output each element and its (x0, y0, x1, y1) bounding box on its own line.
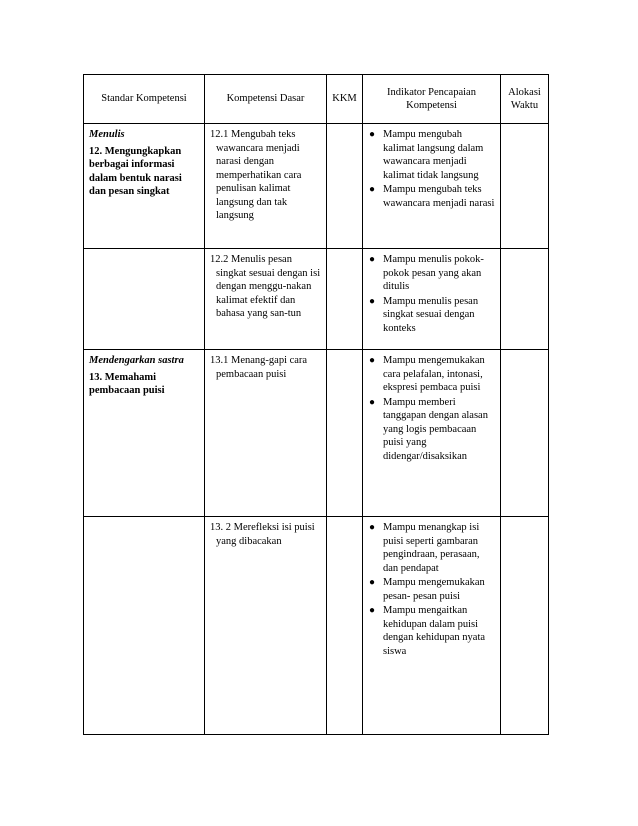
list-item (367, 396, 496, 464)
indikator-cell (363, 350, 501, 517)
bullet-icon: ● (369, 396, 376, 408)
alokasi-cell (501, 517, 549, 735)
header-indikator: Indikator Pencapaian Kompetensi (363, 75, 501, 124)
indicator-text: Mampu mengaitkan kehidupan dalam puisi dengan kehidupan nyata siswa (383, 605, 486, 657)
list-item (367, 576, 496, 603)
alokasi-cell (501, 249, 549, 350)
indicator-text: Mampu menangkap isi puisi seperti gambaran pengindraan, perasaan, dan pendapat (383, 522, 480, 574)
indicator-text: Mampu menulis pokok-pokok pesan yang akan ditulis (383, 254, 484, 292)
kd-text: 13. 2 Merefleksi isi puisi yang dibacakan (210, 522, 315, 547)
bullet-icon: ● (369, 605, 376, 616)
indikator-cell (363, 517, 501, 735)
bullet-icon: ● (369, 522, 376, 533)
list-item (367, 183, 496, 210)
list-item (367, 253, 496, 294)
aspect-label: Mendengarkan sastra (89, 355, 184, 366)
list-item (367, 295, 496, 336)
header-standar-kompetensi: Standar Kompetensi (84, 75, 205, 124)
list-item (367, 354, 496, 395)
indicator-text: Mampu memberi tanggapan dengan alasan yang logis pembacaan puisi yang didengar/disaksikan (383, 396, 488, 462)
bullet-icon: ● (369, 184, 376, 195)
table-row (84, 350, 549, 517)
kkm-cell (327, 350, 363, 517)
kd-text: 12.1 Mengubah teks wawancara menjadi narasi dengan memperhatikan cara penulisan kalimat langsung dan tak langsung (210, 129, 302, 221)
header-kompetensi-dasar: Kompetensi Dasar (205, 75, 327, 124)
kkm-cell (327, 249, 363, 350)
standar-cell (84, 249, 205, 350)
indikator-cell (363, 249, 501, 350)
kompetensi-dasar-cell (205, 124, 327, 249)
kompetensi-dasar-cell (205, 517, 327, 735)
indicator-text: Mampu mengemukakan cara pelafalan, intonasi, ekspresi pembaca puisi (383, 355, 485, 393)
bullet-icon: ● (369, 355, 376, 366)
aspect-label: Menulis (89, 129, 125, 140)
bullet-icon: ● (369, 577, 376, 588)
table-row (84, 517, 549, 735)
kompetensi-dasar-cell (205, 350, 327, 517)
kd-text: 12.2 Menulis pesan singkat sesuai dengan isi dengan menggu-nakan kalimat efektif dan bahasa yang san-tun (210, 254, 321, 319)
indicator-text: Mampu mengemukakan pesan- pesan puisi (383, 577, 485, 602)
indicator-text: Mampu mengubah kalimat langsung dalam wawancara menjadi kalimat tidak langsung (383, 129, 484, 181)
list-item (367, 128, 496, 182)
table-row (84, 249, 549, 350)
bullet-icon: ● (369, 129, 376, 140)
bullet-icon: ● (369, 254, 376, 265)
standar-cell (84, 517, 205, 735)
kkm-cell (327, 517, 363, 735)
standar-text: 13. Memahami pembacaan puisi (89, 371, 165, 396)
bullet-icon: ● (369, 295, 376, 307)
header-alokasi-waktu: Alokasi Waktu (501, 75, 549, 124)
list-item (367, 604, 496, 658)
list-item (367, 521, 496, 575)
standar-text: 12. Mengungkapkan berbagai informasi dalam bentuk narasi dan pesan singkat (89, 145, 182, 197)
table-row (84, 124, 549, 249)
standar-cell (84, 350, 205, 517)
kkm-cell (327, 124, 363, 249)
kd-text: 13.1 Menang-gapi cara pembacaan puisi (210, 355, 308, 380)
indikator-cell (363, 124, 501, 249)
alokasi-cell (501, 350, 549, 517)
kompetensi-dasar-cell (205, 249, 327, 350)
header-row (84, 75, 549, 124)
indicator-text: Mampu menulis pesan singkat sesuai dengan konteks (383, 295, 479, 334)
competency-table (83, 74, 549, 735)
header-kkm: KKM (327, 75, 363, 124)
indicator-text: Mampu mengubah teks wawancara menjadi narasi (383, 184, 495, 209)
alokasi-cell (501, 124, 549, 249)
standar-cell (84, 124, 205, 249)
